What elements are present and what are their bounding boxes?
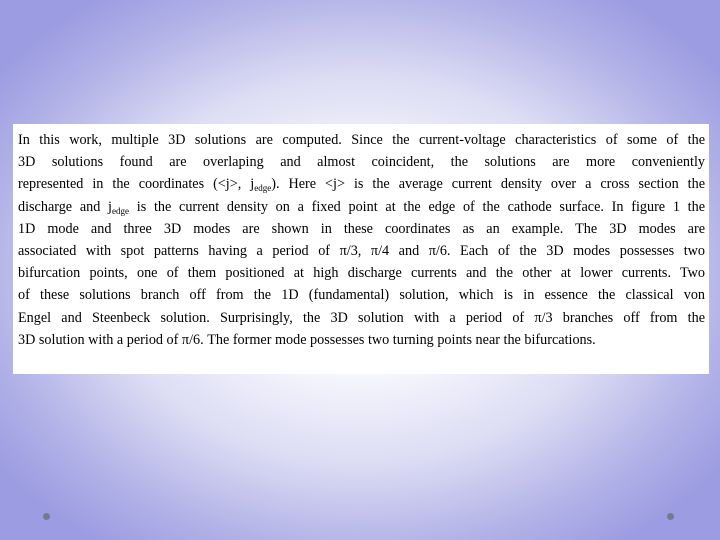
circle-bullet-icon-left xyxy=(43,513,50,520)
j-edge-subscript: edge xyxy=(254,183,272,194)
circle-bullet-icon-right xyxy=(667,513,674,520)
paragraph-line-3 xyxy=(18,173,705,195)
line-4-text-before: discharge and j xyxy=(18,198,113,215)
paragraph-line-9: Engel and Steenbeck solution. Surprisingly, the 3D solution with a period of π/3 branches off from the xyxy=(18,309,705,326)
paragraph-line-5: 1D mode and three 3D modes are shown in these coordinates as an example. The 3D modes are xyxy=(18,220,705,237)
line-4-text-after: is the current density on a fixed point at the edge of the cathode surface. In figure 1 the xyxy=(129,198,706,215)
paragraph-line-8: of these solutions branch off from the 1D (fundamental) solution, which is in essence the classical von xyxy=(18,287,705,304)
line-3-text-before: represented in the coordinates (<j>, j xyxy=(18,176,255,193)
paragraph-line-2: 3D solutions found are overlaping and almost coincident, the solutions are more conveniently xyxy=(18,154,705,171)
paragraph-line-7: bifurcation points, one of them positioned at high discharge currents and the other at lower currents. Two xyxy=(18,265,705,282)
paragraph-line-4 xyxy=(18,196,705,218)
paragraph-line-6: associated with spot patterns having a period of π/3, π/4 and π/6. Each of the 3D modes possesses two xyxy=(18,242,705,259)
text-box xyxy=(13,124,709,374)
line-3-text-after: ). Here <j> is the average current density over a cross section the xyxy=(271,176,706,193)
paragraph-line-10: 3D solution with a period of π/6. The former mode possesses two turning points near the bifurcations. xyxy=(18,331,596,348)
body-paragraph xyxy=(18,129,705,351)
paragraph-line-1: In this work, multiple 3D solutions are computed. Since the current-voltage characteristics of some of the xyxy=(18,132,705,148)
j-edge-subscript: edge xyxy=(112,205,130,216)
